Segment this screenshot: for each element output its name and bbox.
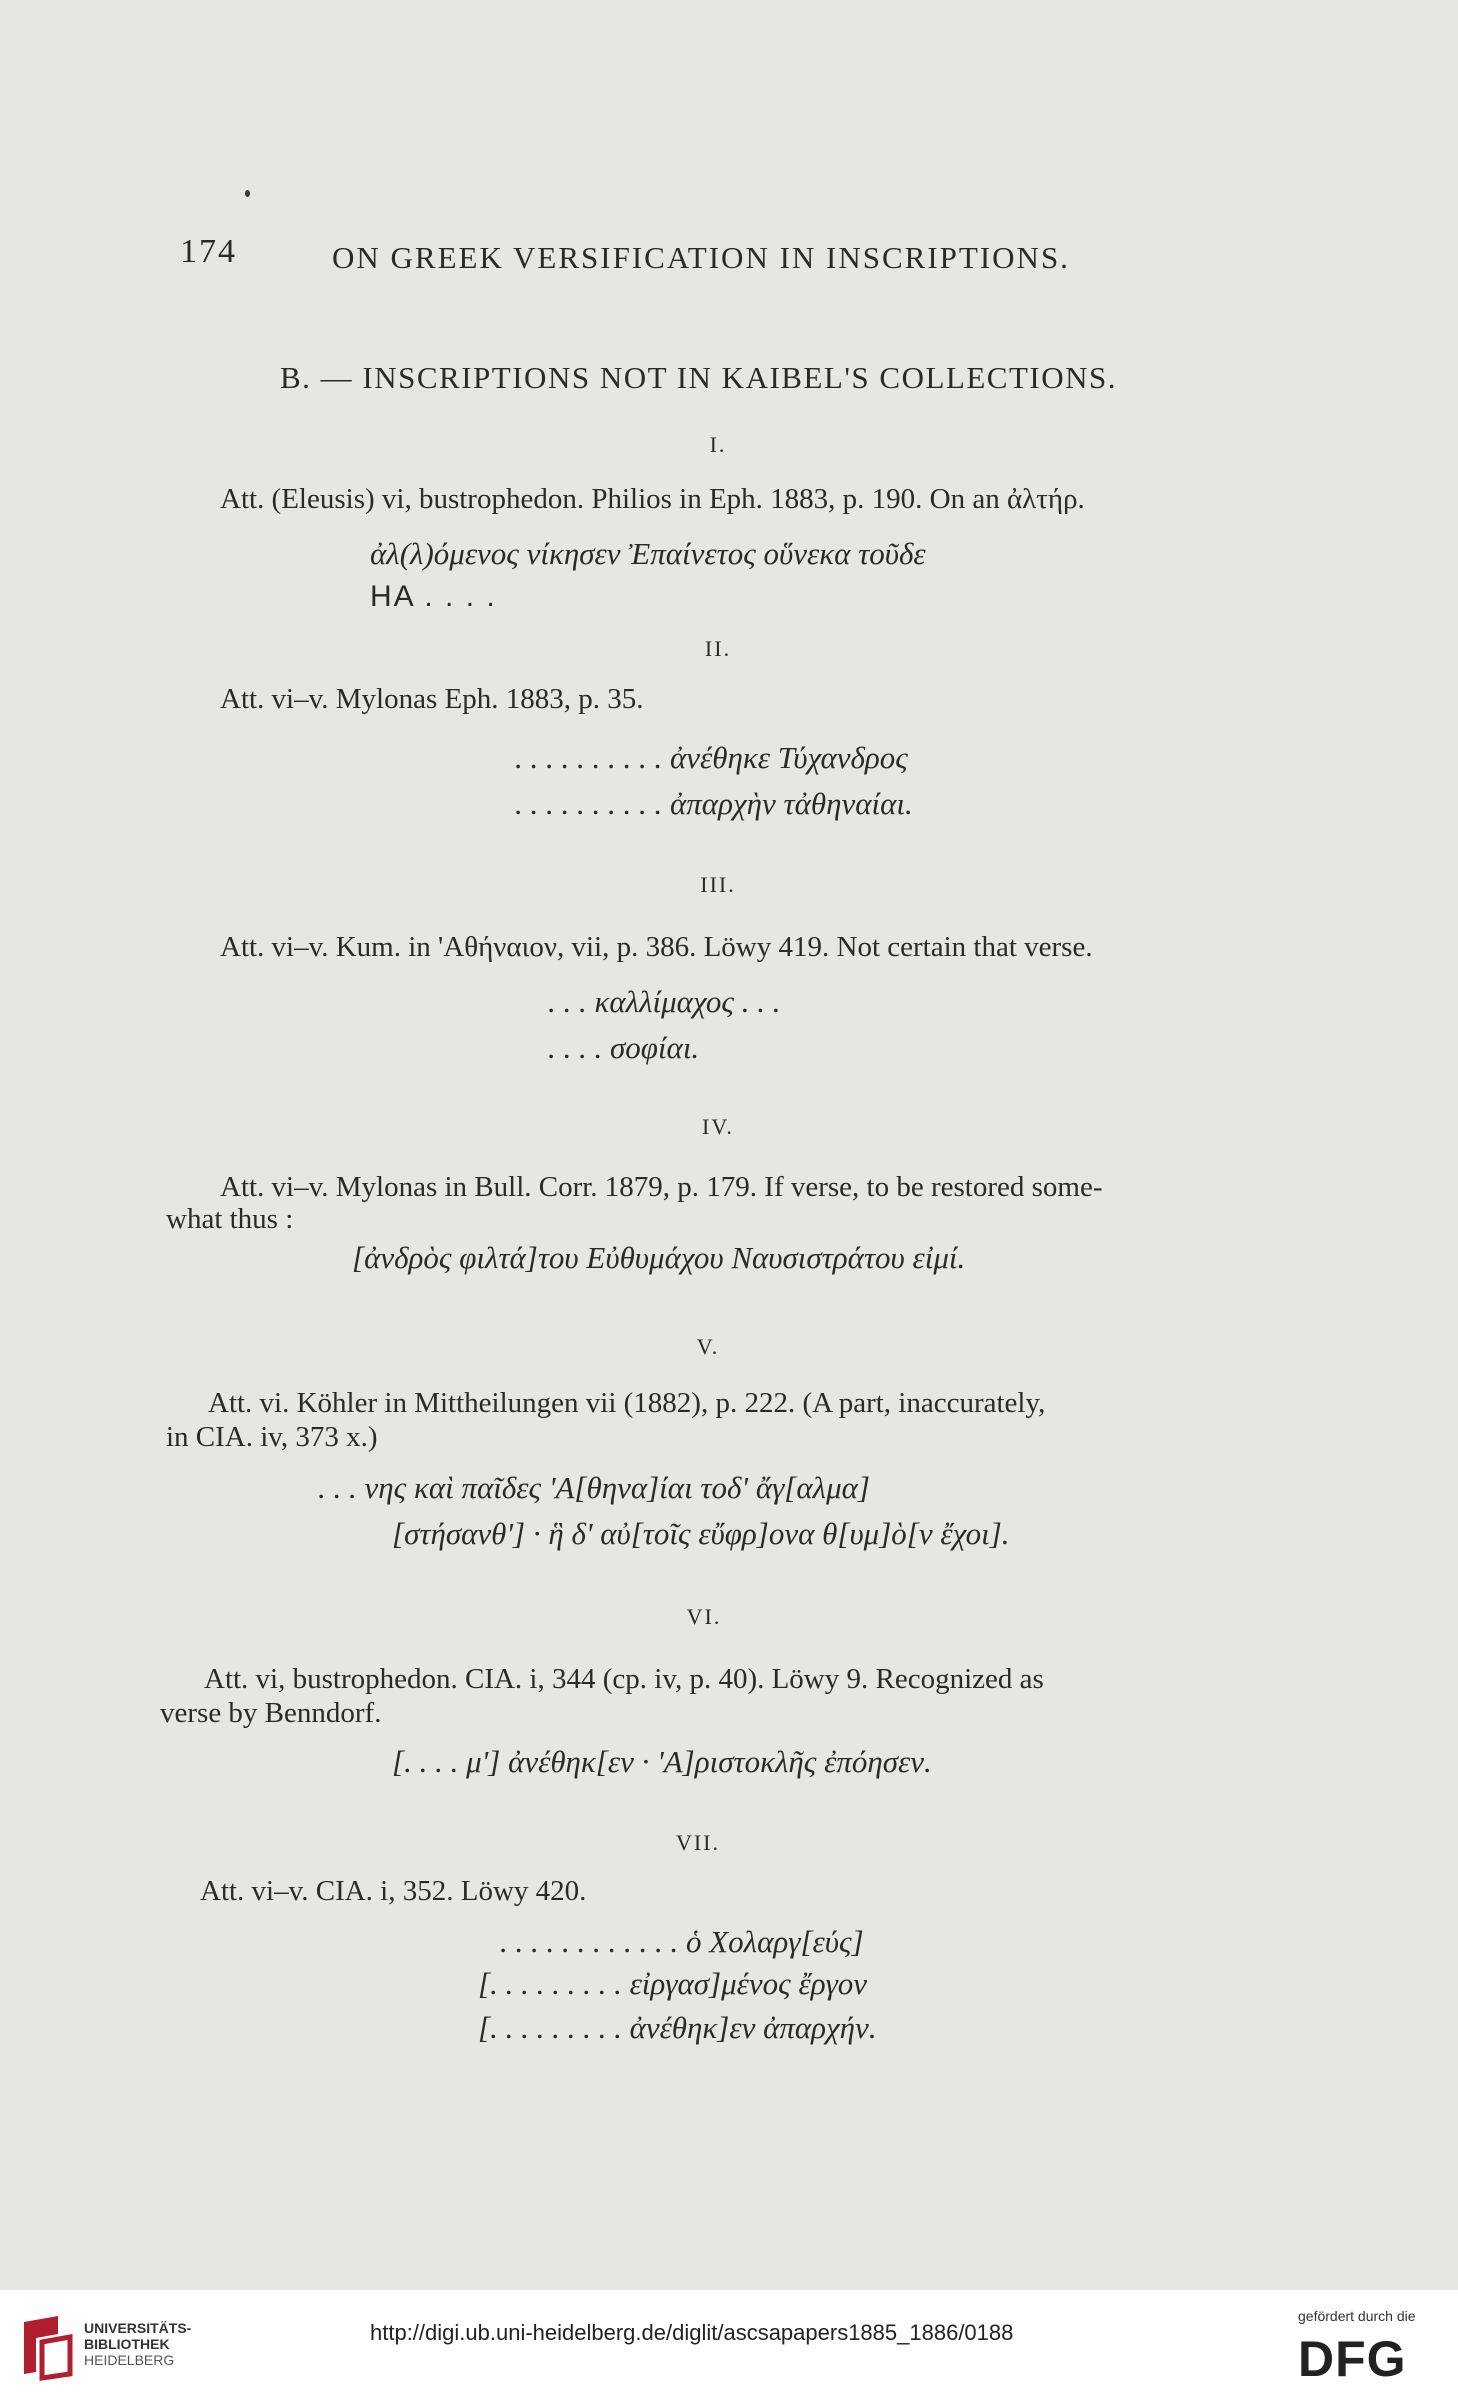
library-name [84, 2320, 191, 2368]
running-title: ON GREEK VERSIFICATION IN INSCRIPTIONS. [332, 240, 1070, 275]
entry-numeral-7: VII. [675, 1830, 721, 1855]
entry-6-verse-1: [. . . . μ'] ἀνέθηκ[εν · 'Α]ριστοκλῆς ἐπόησεν. [392, 1744, 932, 1779]
funder-note: gefördert durch die [1298, 2308, 1416, 2324]
entry-5-verse-1: . . . νης καὶ παῖδες 'Α[θηνα]ίαι τοδ' ἄγ[αλμα] [318, 1470, 870, 1505]
entry-3-line-1: Att. vi–v. Kum. in 'Αθήναιον, vii, p. 386. Löwy 419. Not certain that verse. [220, 931, 1093, 963]
entry-4-line-2: what thus : [166, 1203, 294, 1235]
entry-5-verse-2: [στήσανθ'] · ἣ δ' αὐ[τοῖς εὔφρ]ονα θ[υμ]ὸ[ν ἔχοι]. [392, 1516, 1010, 1551]
entry-1-line-1: Att. (Eleusis) vi, bustrophedon. Philios in Eph. 1883, p. 190. On an ἀλτήρ. [220, 483, 1085, 515]
entry-7-verse-1: . . . . . . . . . . . . ὁ Χολαργ[εύς] [500, 1924, 864, 1959]
entry-numeral-3: III. [700, 872, 736, 897]
entry-1-verse-1: ἀλ(λ)όμενος νίκησεν Ἐπαίνετος οὕνεκα τοῦδε [370, 536, 926, 571]
entry-numeral-4: IV. [702, 1114, 734, 1139]
library-line-3: HEIDELBERG [84, 2352, 175, 2368]
entry-7-line-1: Att. vi–v. CIA. i, 352. Löwy 420. [200, 1875, 587, 1907]
ink-speck [245, 190, 250, 197]
section-title: B. — INSCRIPTIONS NOT IN KAIBEL'S COLLECTIONS. [280, 360, 1117, 395]
entry-2-verse-2: . . . . . . . . . . ἀπαρχὴν τἀθηναίαι. [515, 786, 913, 821]
entry-6-line-2: verse by Benndorf. [160, 1697, 382, 1729]
footer-bar [0, 2290, 1458, 2400]
entry-numeral-6: VI. [686, 1604, 722, 1629]
entry-numeral-5: V. [696, 1334, 720, 1359]
entry-1-verse-2: HA . . . . [370, 580, 497, 613]
entry-4-verse-1: [ἀνδρὸς φιλτά]του Εὐθυμάχου Ναυσιστράτου εἰμί. [352, 1240, 966, 1275]
university-library-logo-icon [18, 2312, 78, 2382]
entry-2-verse-1: . . . . . . . . . . ἀνέθηκε Τύχανδρος [515, 740, 908, 775]
permalink[interactable]: http://digi.ub.uni-heidelberg.de/diglit/ascsapapers1885_1886/0188 [370, 2320, 1014, 2345]
entry-5-line-2: in CIA. iv, 373 x.) [166, 1421, 378, 1453]
entry-numeral-2: II. [704, 636, 732, 661]
entry-2-line-1: Att. vi–v. Mylonas Eph. 1883, p. 35. [220, 683, 644, 715]
entry-5-line-1: Att. vi. Köhler in Mittheilungen vii (1882), p. 222. (A part, inaccurately, [208, 1387, 1046, 1419]
entry-3-verse-2: . . . . σοφίαι. [548, 1030, 700, 1065]
entry-7-verse-3: [. . . . . . . . . ἀνέθηκ]εν ἀπαρχήν. [478, 2010, 877, 2045]
entry-numeral-1: I. [709, 432, 727, 457]
entry-4-line-1: Att. vi–v. Mylonas in Bull. Corr. 1879, p. 179. If verse, to be restored some- [220, 1171, 1103, 1203]
library-line-2: BIBLIOTHEK [84, 2336, 170, 2352]
entry-3-verse-1: . . . καλλίμαχος . . . [548, 984, 781, 1019]
dfg-logo: DFG [1298, 2331, 1407, 2387]
entry-6-line-1: Att. vi, bustrophedon. CIA. i, 344 (cp. iv, p. 40). Löwy 9. Recognized as [204, 1663, 1044, 1695]
entry-7-verse-2: [. . . . . . . . . εἰργασ]μένος ἔργον [478, 1966, 868, 2001]
library-line-1: UNIVERSITÄTS- [84, 2320, 192, 2336]
page-number: 174 [180, 233, 237, 270]
